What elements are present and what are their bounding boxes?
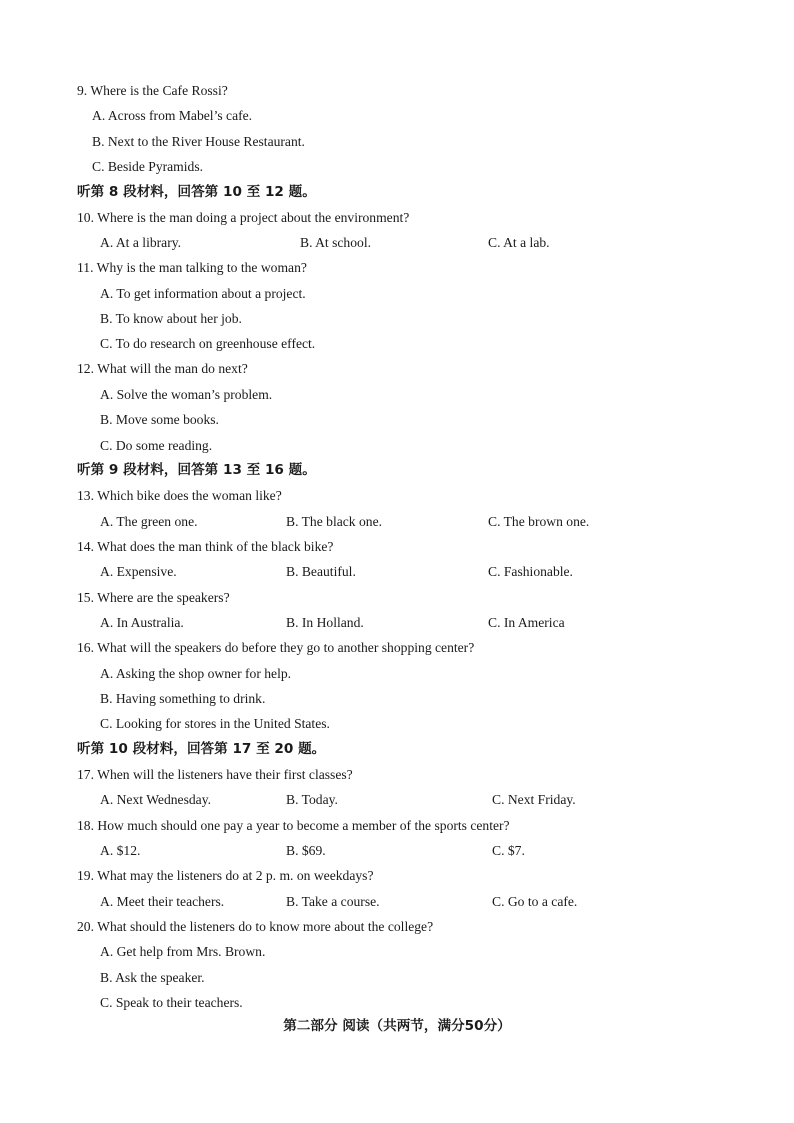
q17-option-a: A. Next Wednesday.: [100, 792, 212, 807]
question-9: 9. Where is the Cafe Rossi?: [77, 83, 228, 98]
part-two-heading: 第二部分 阅读（共两节，满分50分）: [283, 1018, 511, 1034]
q18-option-b: B. $69.: [286, 843, 326, 858]
question-11: 11. Why is the man talking to the woman?: [77, 260, 307, 275]
q14-option-c: C. Fashionable.: [488, 564, 573, 579]
section-heading-10: 听第 10 段材料，回答第 17 至 20 题。: [77, 741, 326, 757]
q16-option-b: B. Having something to drink.: [100, 691, 266, 706]
section-heading-8: 听第 8 段材料，回答第 10 至 12 题。: [77, 184, 316, 200]
q19-option-b: B. Take a course.: [286, 894, 380, 909]
q15-option-c: C. In America: [488, 615, 565, 630]
q16-option-c: C. Looking for stores in the United States.: [100, 716, 330, 731]
q11-option-c: C. To do research on greenhouse effect.: [100, 336, 316, 351]
question-10: 10. Where is the man doing a project about the environment?: [77, 210, 410, 225]
q13-option-a: A. The green one.: [100, 514, 198, 529]
q9-option-a: A. Across from Mabel’s cafe.: [92, 108, 253, 123]
q14-option-a: A. Expensive.: [100, 564, 177, 579]
q20-option-c: C. Speak to their teachers.: [100, 995, 243, 1010]
q18-option-a: A. $12.: [100, 843, 141, 858]
q16-option-a: A. Asking the shop owner for help.: [100, 666, 292, 681]
question-17: 17. When will the listeners have their first classes?: [77, 767, 353, 782]
q12-option-c: C. Do some reading.: [100, 438, 213, 453]
q12-option-a: A. Solve the woman’s problem.: [100, 387, 273, 402]
q18-option-c: C. $7.: [492, 843, 525, 858]
q20-option-b: B. Ask the speaker.: [100, 970, 205, 985]
question-13: 13. Which bike does the woman like?: [77, 488, 282, 503]
q11-option-a: A. To get information about a project.: [100, 286, 306, 301]
q14-option-b: B. Beautiful.: [286, 564, 356, 579]
q13-option-b: B. The black one.: [286, 514, 383, 529]
question-16: 16. What will the speakers do before they go to another shopping center?: [77, 640, 475, 655]
q17-option-c: C. Next Friday.: [492, 792, 576, 807]
question-15: 15. Where are the speakers?: [77, 590, 230, 605]
q17-option-b: B. Today.: [286, 792, 338, 807]
q13-option-c: C. The brown one.: [488, 514, 590, 529]
q19-option-a: A. Meet their teachers.: [100, 894, 225, 909]
q9-option-c: C. Beside Pyramids.: [92, 159, 204, 174]
q10-option-a: A. At a library.: [100, 235, 182, 250]
question-19: 19. What may the listeners do at 2 p. m. on weekdays?: [77, 868, 374, 883]
q9-option-b: B. Next to the River House Restaurant.: [92, 134, 305, 149]
q15-option-b: B. In Holland.: [286, 615, 364, 630]
q15-option-a: A. In Australia.: [100, 615, 184, 630]
question-18: 18. How much should one pay a year to become a member of the sports center?: [77, 818, 510, 833]
question-14: 14. What does the man think of the black bike?: [77, 539, 334, 554]
q20-option-a: A. Get help from Mrs. Brown.: [100, 944, 266, 959]
question-20: 20. What should the listeners do to know more about the college?: [77, 919, 434, 934]
q10-option-c: C. At a lab.: [488, 235, 550, 250]
q19-option-c: C. Go to a cafe.: [492, 894, 578, 909]
section-heading-9: 听第 9 段材料，回答第 13 至 16 题。: [77, 462, 316, 478]
question-12: 12. What will the man do next?: [77, 361, 248, 376]
q12-option-b: B. Move some books.: [100, 412, 219, 427]
q11-option-b: B. To know about her job.: [100, 311, 242, 326]
q10-option-b: B. At school.: [300, 235, 371, 250]
